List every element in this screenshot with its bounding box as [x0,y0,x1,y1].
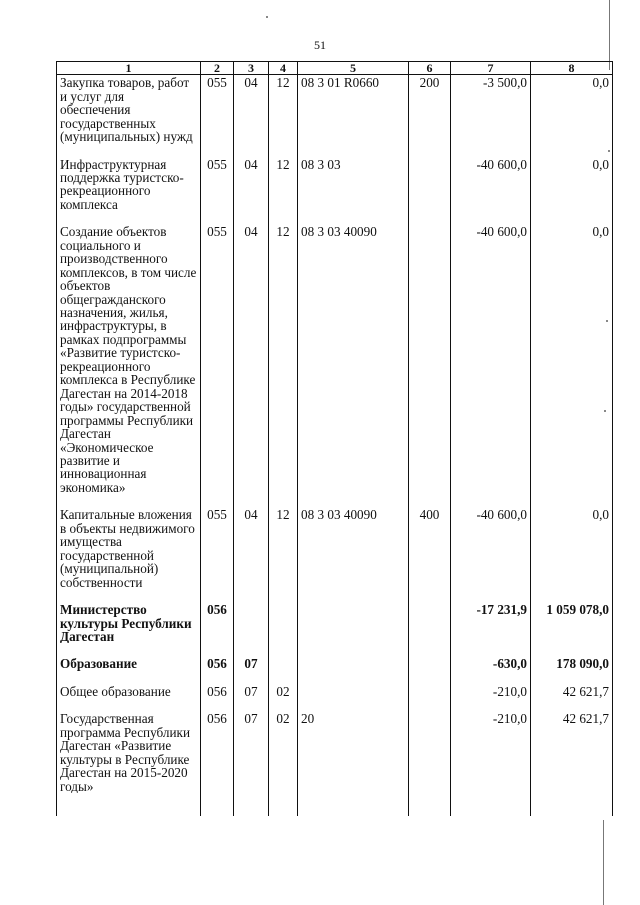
row-pr: 12 [269,75,298,144]
row-csr: 08 3 03 40090 [298,224,409,494]
row-gap [57,671,613,684]
row-ved: 055 [201,224,234,494]
row-csr: 08 3 03 [298,157,409,212]
row-sum-change: -210,0 [451,684,531,698]
row-sum-total: 0,0 [531,507,613,589]
row-name: Капитальные вложения в объекты недвижимого имущества государственной (муниципальной) собственности [57,507,201,589]
row-rz: 04 [234,224,269,494]
row-gap [57,589,613,602]
table-row [57,75,613,144]
row-vr: 200 [409,75,451,144]
row-rz: 07 [234,684,269,698]
row-ved: 055 [201,507,234,589]
scan-artifact-dot [266,16,268,18]
row-pr [269,602,298,643]
row-sum-change: -17 231,9 [451,602,531,643]
table-header [57,62,613,75]
row-pr [269,656,298,670]
column-header: 3 [234,62,269,75]
row-vr [409,656,451,670]
row-sum-change: -630,0 [451,656,531,670]
row-vr [409,711,451,793]
row-sum-total: 42 621,7 [531,711,613,793]
column-header: 1 [57,62,201,75]
row-gap [57,793,613,816]
page-number: 51 [314,38,326,52]
column-header: 8 [531,62,613,75]
table-row [57,507,613,589]
row-pr: 02 [269,711,298,793]
table-row [57,684,613,698]
column-header: 4 [269,62,298,75]
row-rz: 04 [234,75,269,144]
row-ved: 055 [201,157,234,212]
row-name: Закупка товаров, работ и услуг для обеспечения государственных (муниципальных) нужд [57,75,201,144]
row-ved: 056 [201,602,234,643]
row-name: Создание объектов социального и производственного комплексов, в том числе объектов общегражданского назначения, жилья, инфраструктуры, в рамках подпрограммы «Развитие туристско-рекреационного комплекса в Республике Дагестан на 2014-2018 годы» государственной программы Республики Дагестан «Экономическое развитие и инновационная экономика» [57,224,201,494]
table-row [57,656,613,670]
row-sum-change: -40 600,0 [451,224,531,494]
row-name: Общее образование [57,684,201,698]
table-row [57,224,613,494]
row-rz: 07 [234,656,269,670]
row-ved: 055 [201,75,234,144]
column-header: 7 [451,62,531,75]
row-rz: 04 [234,157,269,212]
scan-artifact-line [603,820,604,905]
row-gap [57,494,613,507]
row-name: Министерство культуры Республики Дагестан [57,602,201,643]
row-gap [57,698,613,711]
row-csr: 08 3 01 R0660 [298,75,409,144]
row-name: Государственная программа Республики Дагестан «Развитие культуры в Республике Дагестан на 2015-2020 годы» [57,711,201,793]
row-csr [298,684,409,698]
row-vr [409,602,451,643]
row-csr: 20 [298,711,409,793]
table-row [57,711,613,793]
row-sum-total: 0,0 [531,157,613,212]
row-vr [409,684,451,698]
row-gap [57,643,613,656]
row-vr: 400 [409,507,451,589]
row-rz: 04 [234,507,269,589]
column-header: 5 [298,62,409,75]
row-rz [234,602,269,643]
row-ved: 056 [201,711,234,793]
row-pr: 12 [269,507,298,589]
row-name: Инфраструктурная поддержка туристско-рекреационного комплекса [57,157,201,212]
column-header: 6 [409,62,451,75]
column-header: 2 [201,62,234,75]
row-sum-total: 0,0 [531,224,613,494]
row-rz: 07 [234,711,269,793]
row-sum-total: 42 621,7 [531,684,613,698]
row-sum-total: 0,0 [531,75,613,144]
row-vr [409,157,451,212]
row-sum-change: -40 600,0 [451,507,531,589]
row-ved: 056 [201,684,234,698]
row-gap [57,144,613,157]
row-csr: 08 3 03 40090 [298,507,409,589]
row-csr [298,602,409,643]
row-sum-change: -210,0 [451,711,531,793]
row-pr: 12 [269,157,298,212]
row-sum-change: -3 500,0 [451,75,531,144]
row-sum-total: 1 059 078,0 [531,602,613,643]
row-name: Образование [57,656,201,670]
row-sum-change: -40 600,0 [451,157,531,212]
table-body [57,75,613,816]
row-vr [409,224,451,494]
row-pr: 12 [269,224,298,494]
row-gap [57,211,613,224]
table-row [57,602,613,643]
scan-artifact-line [609,0,610,70]
row-ved: 056 [201,656,234,670]
row-csr [298,656,409,670]
table-row [57,157,613,212]
row-pr: 02 [269,684,298,698]
budget-table [56,61,613,816]
row-sum-total: 178 090,0 [531,656,613,670]
